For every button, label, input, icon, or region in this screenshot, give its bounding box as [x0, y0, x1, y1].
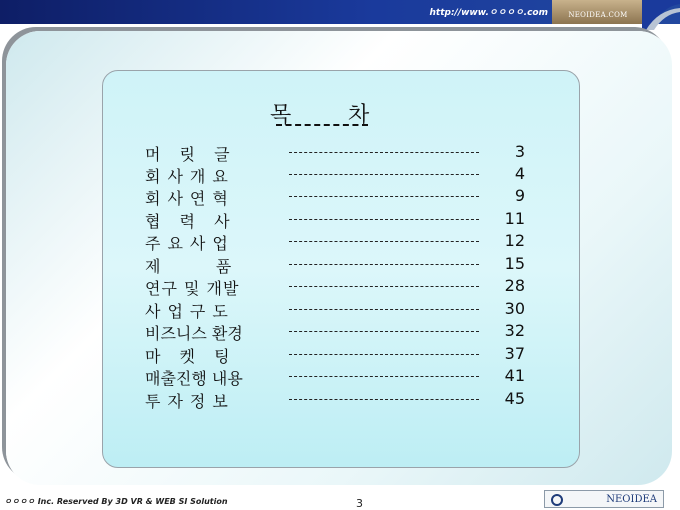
toc-item-label: 마 켓 팅 [145, 347, 237, 366]
toc-item[interactable] [145, 344, 525, 366]
toc-item-label: 주요사업 [145, 234, 235, 253]
toc-item-label: 비즈니스 환경 [145, 324, 243, 343]
toc-item-page: 9 [514, 186, 525, 205]
logo-mark-icon [551, 494, 563, 506]
toc-item-leader [289, 376, 479, 377]
toc-item[interactable] [145, 209, 525, 231]
header-url[interactable]: http://www.ㅇㅇㅇㅇ.com [429, 8, 548, 18]
toc-item-leader [289, 196, 479, 197]
footer-page-number: 3 [356, 497, 363, 510]
toc-item[interactable] [145, 321, 525, 343]
toc-item[interactable] [145, 142, 525, 164]
toc-item-label: 투자정보 [145, 392, 235, 411]
toc-item-leader [289, 331, 479, 332]
toc-item-leader [289, 354, 479, 355]
toc-item-label: 연구 및 개발 [145, 279, 240, 298]
toc-item-page: 4 [514, 164, 525, 183]
toc-item-page: 28 [504, 276, 525, 295]
toc-item-label: 머 릿 글 [145, 145, 237, 164]
toc-item-page: 12 [504, 231, 525, 250]
toc-item-leader [289, 309, 479, 310]
toc-item-label: 회사개요 [145, 167, 235, 186]
toc-item-leader [289, 219, 479, 220]
toc-title-left: 목 [270, 103, 292, 128]
toc-item-leader [289, 286, 479, 287]
toc-item-page: 11 [504, 209, 525, 228]
toc-item-leader [289, 174, 479, 175]
toc-title [270, 98, 380, 126]
toc-item-label: 협 력 사 [145, 212, 237, 231]
toc-item-page: 3 [514, 142, 525, 161]
toc-item[interactable] [145, 299, 525, 321]
toc-title-underline [276, 124, 368, 132]
swoosh-decoration-icon [642, 0, 680, 30]
toc-item-page: 45 [504, 389, 525, 408]
toc-item-page: 15 [504, 254, 525, 273]
toc-item-label: 매출진행 내용 [145, 369, 243, 388]
toc-item-page: 32 [504, 321, 525, 340]
toc-item[interactable] [145, 231, 525, 253]
toc-item[interactable] [145, 186, 525, 208]
footer-logo [544, 490, 664, 508]
toc-item-label: 회사연혁 [145, 189, 235, 208]
header-logo: NEOIDEA.COM [552, 0, 644, 24]
footer-logo-text: NEOIDEA [606, 494, 657, 505]
toc-item[interactable] [145, 389, 525, 411]
toc-item[interactable] [145, 276, 525, 298]
toc-item-leader [289, 152, 479, 153]
toc-item-label: 사업구도 [145, 302, 235, 321]
footer-copyright: ㅇㅇㅇㅇ Inc. Reserved By 3D VR & WEB SI Solution [4, 497, 228, 506]
toc-item-leader [289, 264, 479, 265]
toc-title-right: 차 [348, 103, 370, 128]
toc-item-leader [289, 241, 479, 242]
toc-item-page: 37 [504, 344, 525, 363]
toc-item-page: 30 [504, 299, 525, 318]
toc-item-leader [289, 399, 479, 400]
toc-item[interactable] [145, 164, 525, 186]
toc-item[interactable] [145, 366, 525, 388]
toc-item[interactable] [145, 254, 525, 276]
toc-item-label: 제 품 [145, 257, 239, 276]
toc-item-page: 41 [504, 366, 525, 385]
